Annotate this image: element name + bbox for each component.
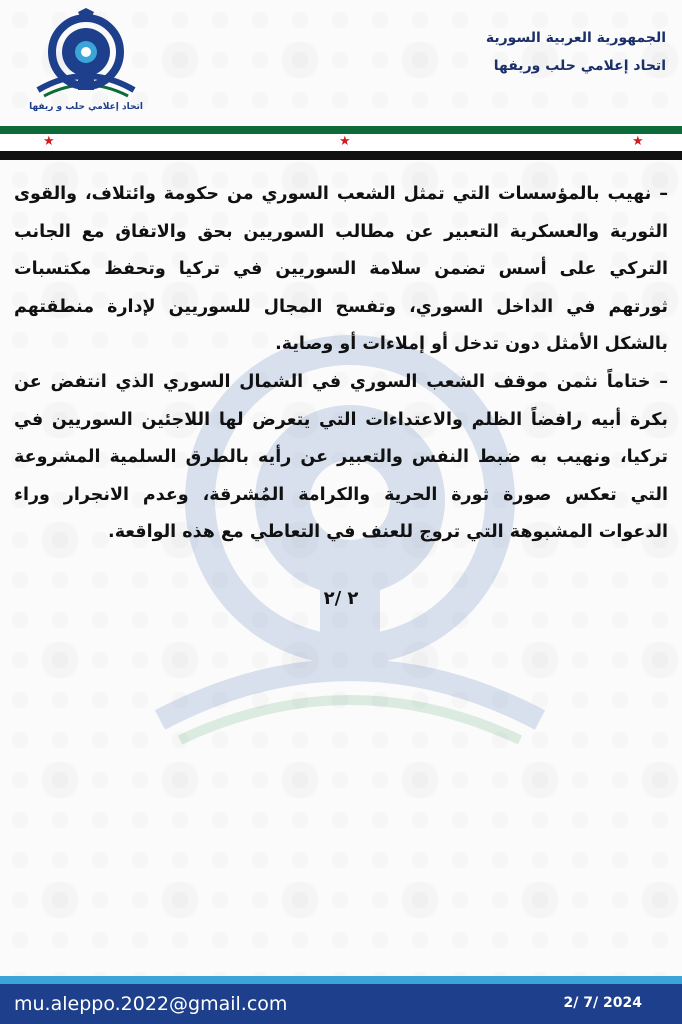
page-number: ٢ /٢: [323, 588, 359, 609]
flag-star-icon: ★: [339, 134, 351, 149]
flag-green-stripe: [0, 126, 682, 134]
footer-bar: [0, 984, 682, 1024]
footer-accent-bar: [0, 976, 682, 984]
country-name: الجمهورية العربية السورية: [485, 30, 666, 46]
camera-emblem-icon: [28, 6, 144, 106]
organization-name: اتحاد إعلامي حلب وريفها: [493, 58, 666, 74]
flag-black-stripe: [0, 151, 682, 160]
organization-logo: [28, 6, 144, 120]
footer-email: mu.aleppo.2022@gmail.com: [14, 993, 288, 1015]
logo-caption: اتحاد إعلامي حلب و ريفها: [29, 102, 143, 112]
header-text: [486, 30, 666, 74]
paragraph-2: – ختاماً نثمن موقف الشعب السوري في الشمال السوري الذي انتفض عن بكرة أبيه رافضاً الظلم والاعتداءات التي يتعرض لها اللاجئين السوريين في تركيا، ونهيب به ضبط النفس والتعبير عن رأيه بالطرق السلمية المشروعة التي تعكس صورة ثورة الحرية والكرامة المُشرقة، وعدم الانجرار وراء الدعوات المشبوهة التي تروج للعنف في التعاطي مع هذه الواقعة.: [14, 371, 668, 543]
flag-star-icon: ★: [632, 134, 644, 149]
footer-date: 2024 /7 /2: [563, 995, 642, 1011]
paragraph-1: – نهيب بالمؤسسات التي تمثل الشعب السوري من حكومة وائتلاف، والقوى الثورية والعسكرية التعبير عن مطالب السوريين بحق والاتفاق مع الجانب التركي على أسس تضمن سلامة السوريين في تركيا وتحفظ مكتسبات ثورتهم في الداخل السوري، وتفسح المجال للسوريين لإدارة منطقتهم بالشكل الأمثل دون تدخل أو إملاءات أو وصاية.: [14, 184, 668, 355]
statement-body: [14, 176, 668, 552]
flag-star-icon: ★: [43, 134, 55, 149]
